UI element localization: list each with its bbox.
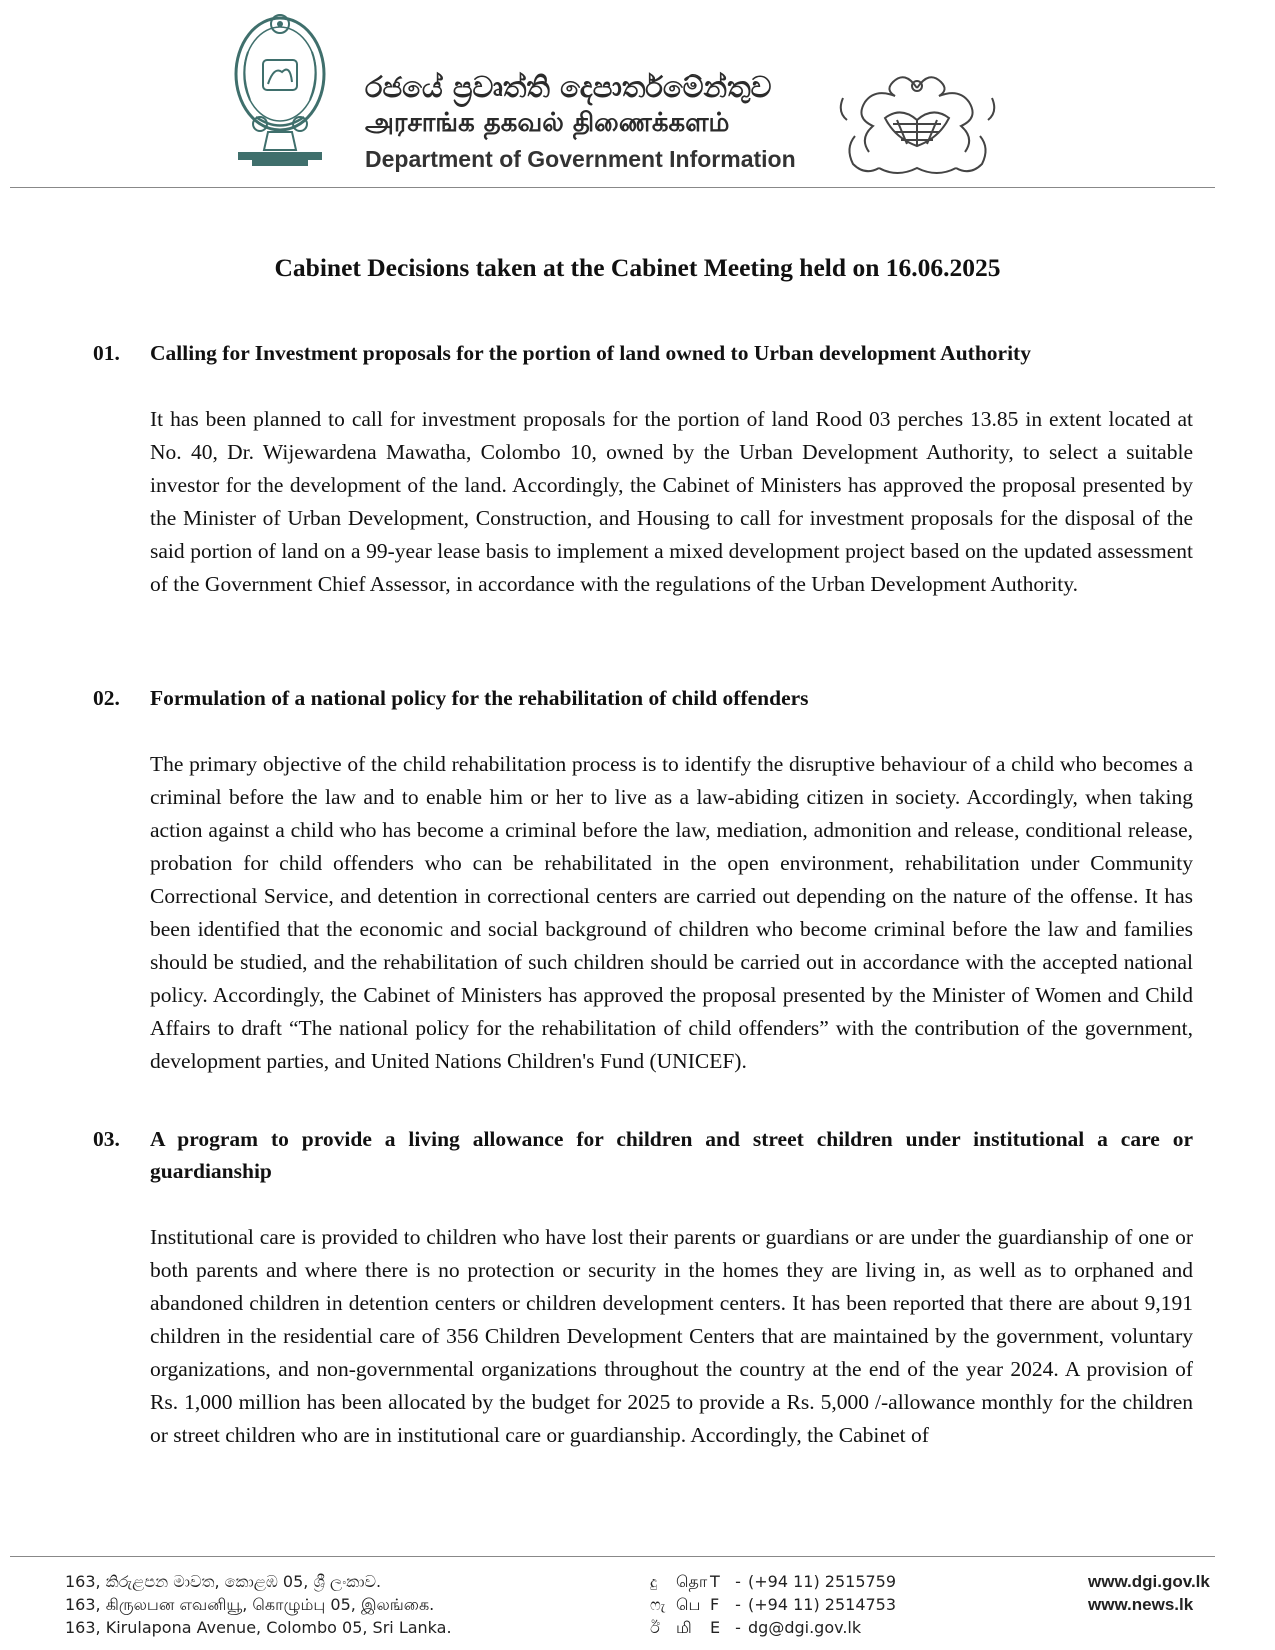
header-divider <box>10 187 1215 188</box>
footer-websites <box>1088 1570 1210 1616</box>
email-address[interactable]: dg@dgi.gov.lk <box>748 1618 862 1637</box>
department-name-sinhala: රජයේ ප්‍රවෘත්ති දෙපාර්තමේන්තුව <box>365 70 772 104</box>
fax-number: (+94 11) 2514753 <box>748 1595 897 1614</box>
letterhead <box>0 0 1275 190</box>
section-number: 03. <box>93 1127 120 1151</box>
decision-section-02 <box>93 682 1193 1078</box>
section-number: 01. <box>93 341 120 365</box>
swan-ornament-icon <box>835 68 1000 183</box>
department-names <box>365 70 796 174</box>
document-title: Cabinet Decisions taken at the Cabinet Meeting held on 16.06.2025 <box>274 253 1001 282</box>
website-link-dgi[interactable]: www.dgi.gov.lk <box>1088 1572 1210 1591</box>
contact-email: ඊ மி E - dg@dgi.gov.lk <box>650 1618 862 1637</box>
address-sinhala: 163, කිරුළපන මාවත, කොළඹ 05, ශ්‍රී ලංකාව. <box>65 1572 382 1591</box>
address-english: 163, Kirulapona Avenue, Colombo 05, Sri Lanka. <box>65 1618 452 1637</box>
state-emblem-icon <box>230 12 330 172</box>
department-name-english: Department of Government Information <box>365 146 796 172</box>
department-name-tamil: அரசாங்க தகவல் திணைக்களம் <box>365 108 730 138</box>
section-heading: Calling for Investment proposals for the portion of land owned to Urban development Authority <box>150 341 1031 365</box>
footer-divider <box>10 1556 1215 1557</box>
contact-telephone: දු தொ T - (+94 11) 2515759 <box>650 1572 897 1591</box>
section-body: It has been planned to call for investment proposals for the portion of land Rood 03 perches 13.85 in extent located at No. 40, Dr. Wijewardena Mawatha, Colombo 10, owned by the Urban Development Authority, to select a suitable investor for the development of the land. Accordingly, the Cabinet of Ministers has approved the proposal presented by the Minister of Urban Development, Construction, and Housing to call for investment proposals for the disposal of the said portion of land on a 99-year lease basis to implement a mixed development project based on the updated assessment of the Government Chief Assessor, in accordance with the regulations of the Urban Development Authority. <box>150 407 1193 596</box>
footer-contacts <box>650 1570 896 1639</box>
website-link-news[interactable]: www.news.lk <box>1088 1595 1194 1614</box>
footer-address <box>65 1570 452 1639</box>
section-heading: Formulation of a national policy for the rehabilitation of child offenders <box>150 686 809 710</box>
address-tamil: 163, கிருலபன எவனியூ, கொழும்பு 05, இலங்கை. <box>65 1595 435 1614</box>
section-body: Institutional care is provided to children who have lost their parents or guardians or are under the guardianship of one or both parents and where there is no protection or security in the homes they are living in, as well as to orphaned and abandoned children in detention centers or children development centers. It has been reported that there are about 9,191 children in the residential care of 356 Children Development Centers that are maintained by the government, voluntary organizations, and non-governmental organizations throughout the country at the end of the year 2024. A provision of Rs. 1,000 million has been allocated by the budget for 2025 to provide a Rs. 5,000 /-allowance monthly for the children or street children who are in institutional care or guardianship. Accordingly, the Cabinet of <box>150 1225 1193 1447</box>
decision-section-03 <box>93 1123 1193 1452</box>
decision-section-01 <box>93 337 1193 601</box>
telephone-number: (+94 11) 2515759 <box>748 1572 897 1591</box>
section-heading: A program to provide a living allowance for children and street children under institutional a care or guardianship <box>150 1127 1193 1183</box>
contact-fax: ෆැ பெ F - (+94 11) 2514753 <box>650 1595 897 1614</box>
section-body: The primary objective of the child rehabilitation process is to identify the disruptive behaviour of a child who becomes a criminal before the law and to enable him or her to live as a law-abiding citizen in society. Accordingly, when taking action against a child who has become a criminal before the law, mediation, admonition and release, conditional release, probation for child offenders who can be rehabilitated in the open environment, rehabilitation under Community Correctional Service, and detention in correctional centers are carried out depending on the nature of the offense. It has been identified that the economic and social background of children who become criminal before the law and families should be studied, and the rehabilitation of such children should be carried out in accordance with the accepted national policy. Accordingly, the Cabinet of Ministers has approved the proposal presented by the Minister of Women and Child Affairs to draft “The national policy for the rehabilitation of child offenders” with the contribution of the government, development parties, and United Nations Children's Fund (UNICEF). <box>150 752 1193 1073</box>
section-number: 02. <box>93 686 120 710</box>
